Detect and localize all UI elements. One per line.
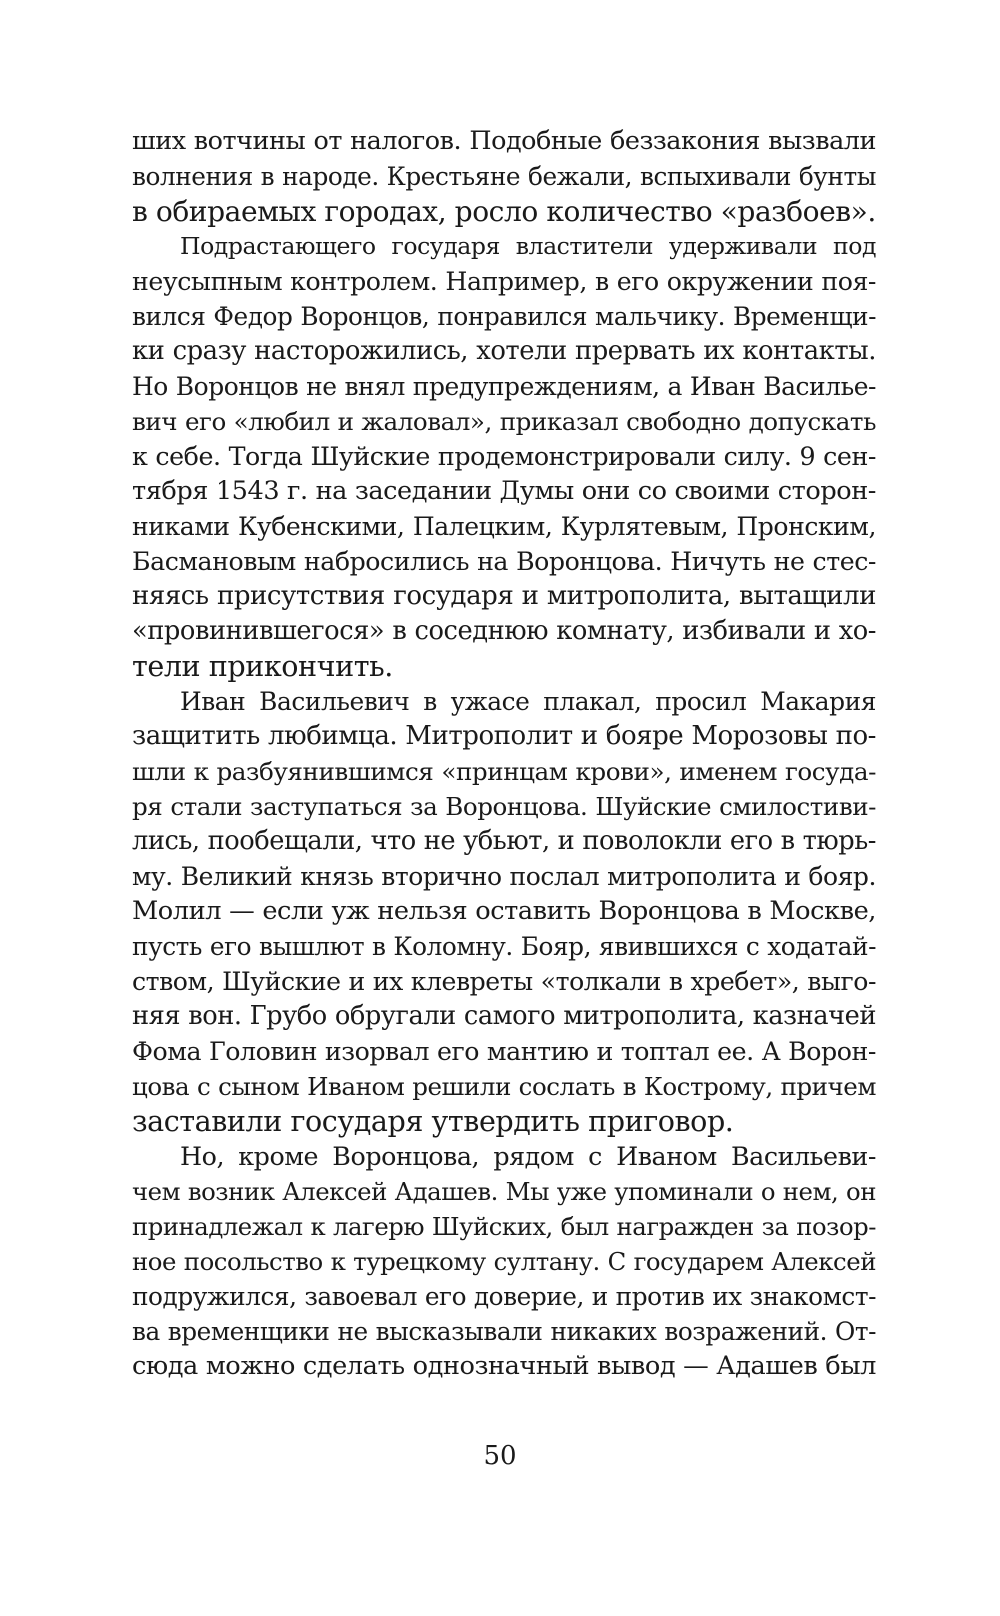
text-line: ное посольство к турецкому султану. С государем Алексей	[132, 1247, 876, 1276]
text-line: няясь присутствия государя и митрополита, вытащили	[132, 581, 876, 611]
text-line: Басмановым набросились на Воронцова. Ничуть не стес-	[132, 547, 876, 576]
text-line: няя вон. Грубо обругали самого митрополита, казначей	[132, 1001, 876, 1031]
text-line: неусыпным контролем. Например, в его окружении поя-	[132, 267, 876, 296]
text-line: ря стали заступаться за Воронцова. Шуйские смилостиви-	[132, 792, 876, 821]
text-line: тября 1543 г. на заседании Думы они со своими сторон-	[132, 476, 876, 506]
text-line: к себе. Тогда Шуйские продемонстрировали силу. 9 сен-	[132, 441, 876, 471]
text-line: в обираемых городах, росло количество «разбоев».	[132, 195, 876, 228]
text-line: Но, кроме Воронцова, рядом с Иваном Васильеви-	[180, 1141, 876, 1171]
paragraph-1	[132, 124, 876, 229]
paragraph-2	[132, 229, 876, 684]
text-line: никами Кубенскими, Палецким, Курлятевым, Пронским,	[132, 512, 876, 541]
text-line: вился Федор Воронцов, понравился мальчику. Временщи-	[132, 302, 876, 331]
page-number: 50	[483, 1441, 517, 1471]
text-line: Подрастающего государя властители удерживали под	[180, 232, 876, 260]
text-line: ва временщики не высказывали никаких возражений. От-	[132, 1317, 876, 1346]
text-line: волнения в народе. Крестьяне бежали, вспыхивали бунты	[132, 162, 876, 191]
text-line: принадлежал к лагерю Шуйских, был награжден за позор-	[132, 1212, 876, 1241]
text-line: Иван Васильевич в ужасе плакал, просил Макария	[180, 687, 876, 716]
text-line: заставили государя утвердить приговор.	[132, 1104, 734, 1138]
text-line: му. Великий князь вторично послал митрополита и бояр.	[132, 862, 876, 891]
text-line: ки сразу насторожились, хотели прервать их контакты.	[132, 336, 876, 366]
text-line: Молил — если уж нельзя оставить Воронцова в Москве,	[132, 896, 876, 926]
text-line: чем возник Алексей Адашев. Мы уже упоминали о нем, он	[132, 1177, 876, 1206]
text-line: цова с сыном Иваном решили сослать в Кострому, причем	[132, 1072, 876, 1101]
text-line: защитить любимца. Митрополит и бояре Морозовы по-	[132, 721, 876, 751]
text-line: лись, пообещали, что не убьют, и поволокли его в тюрь-	[132, 826, 876, 856]
text-line: подружился, завоевал его доверие, и против их знакомст-	[132, 1282, 876, 1311]
text-line: вич его «любил и жаловал», приказал свободно допускать	[132, 407, 876, 436]
text-line: Но Воронцов не внял предупреждениям, а Иван Василье-	[132, 372, 876, 401]
text-line: «провинившегося» в соседнюю комнату, избивали и хо-	[132, 616, 876, 646]
text-line: сюда можно сделать однозначный вывод — Адашев был	[132, 1351, 876, 1381]
text-line: шли к разбуянившимся «принцам крови», именем госуда-	[132, 757, 876, 786]
text-line: пусть его вышлют в Коломну. Бояр, явившихся с ходатай-	[132, 932, 876, 961]
paragraph-4	[132, 1139, 876, 1384]
book-page	[132, 124, 876, 1524]
text-line: тели прикончить.	[132, 649, 393, 683]
text-line: Фома Головин изорвал его мантию и топтал ее. А Ворон-	[132, 1037, 876, 1066]
body-text	[132, 124, 876, 1384]
paragraph-3	[132, 684, 876, 1139]
text-line: ших вотчины от налогов. Подобные беззакония вызвали	[132, 126, 876, 156]
text-line: ством, Шуйские и их клевреты «толкали в хребет», выго-	[132, 967, 876, 996]
